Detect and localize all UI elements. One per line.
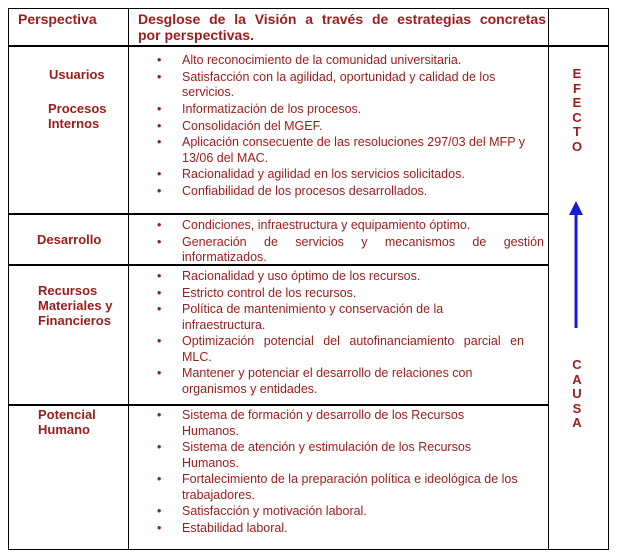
header-desglose-line1: Desglose de la Visión a través de estrategias concretas [138, 11, 546, 27]
bullet-icon: • [157, 183, 162, 198]
perspective-line: Recursos [38, 283, 98, 298]
bullet-icon: • [157, 285, 162, 300]
item-text: Aplicación consecuente de las resoluciones 297/03 del MFP y 13/06 del MAC. [182, 135, 526, 165]
bullet-icon: • [157, 167, 162, 181]
header-desglose [138, 11, 546, 43]
perspective-line: Materiales y [38, 298, 113, 313]
efecto-letter: O [571, 138, 583, 154]
list-item [140, 218, 544, 234]
item-text: Satisfacción con la agilidad, oportunidad y calidad de los servicios. [182, 69, 496, 99]
perspective-recursos [38, 283, 112, 328]
bullet-icon: • [157, 135, 162, 149]
perspective-line: Internos [48, 116, 100, 131]
item-text: Sistema de formación y desarrollo de los Recursos Humanos. [182, 408, 465, 438]
list-item [140, 119, 544, 135]
list-item [140, 521, 544, 537]
perspective-line: Humano [38, 422, 90, 437]
item-text: Consolidación del MGEF. [182, 118, 323, 133]
bullet-icon: • [157, 440, 162, 454]
causa-letter: C [572, 357, 582, 372]
perspective-line: Financieros [38, 313, 111, 328]
list-item [140, 472, 544, 503]
perspective-desarrollo [37, 232, 101, 247]
list-item [140, 366, 524, 397]
bullet-icon: • [157, 334, 162, 348]
item-text: Mantener y potenciar el desarrollo de relaciones con organismos y entidades. [182, 366, 473, 396]
list-item [140, 53, 518, 69]
causa-letter: S [572, 400, 582, 416]
items-procesos-internos [140, 102, 544, 200]
item-text: Condiciones, infraestructura y equipamiento óptimo. [182, 218, 471, 232]
item-text: Satisfacción y motivación laboral. [182, 504, 367, 518]
bullet-icon: • [157, 69, 162, 84]
bullet-icon: • [157, 472, 162, 486]
perspective-line: Procesos [48, 101, 107, 116]
item-text: Racionalidad y agilidad en los servicios solicitados. [182, 167, 465, 181]
item-text: Confiabilidad de los procesos desarrollados. [182, 183, 428, 198]
items-usuarios [140, 53, 518, 102]
item-text: Informatización de los procesos. [182, 102, 362, 116]
items-desarrollo [140, 218, 544, 267]
bullet-icon: • [157, 53, 162, 67]
item-text: Racionalidad y uso óptimo de los recursos. [182, 269, 421, 283]
efecto-letter: C [572, 109, 582, 125]
items-recursos [140, 269, 524, 398]
efecto-label [567, 67, 587, 154]
item-text: Generación de servicios y mecanismos de gestión informatizados. [182, 234, 544, 264]
perspective-line: Potencial [38, 407, 96, 422]
items-potencial-humano [140, 408, 544, 537]
efecto-letter: T [573, 124, 581, 139]
bullet-icon: • [157, 520, 162, 535]
perspective-procesos-internos [48, 101, 107, 131]
header-perspectiva: Perspectiva [18, 11, 97, 27]
bullet-icon: • [157, 102, 162, 116]
list-item [140, 70, 518, 101]
perspective-line: Desarrollo [37, 232, 102, 247]
list-item [140, 235, 544, 266]
item-text: Estabilidad laboral. [182, 520, 288, 535]
item-text: Política de mantenimiento y conservación de la infraestructura. [182, 302, 444, 332]
list-item [140, 102, 544, 118]
bullet-icon: • [157, 218, 162, 232]
arrow-head [569, 201, 583, 215]
list-item [140, 334, 524, 365]
perspective-potencial-humano [38, 407, 96, 437]
bullet-icon: • [157, 366, 162, 380]
item-text: Fortalecimiento de la preparación política e ideológica de los trabajadores. [182, 472, 518, 502]
list-item [140, 184, 544, 200]
causa-letter: A [572, 371, 582, 387]
list-item [140, 167, 544, 183]
causa-letter: U [572, 386, 582, 401]
item-text: Optimización potencial del autofinanciamiento parcial en MLC. [182, 334, 524, 364]
bullet-icon: • [157, 118, 162, 133]
item-text: Estricto control de los recursos. [182, 285, 357, 300]
bullet-icon: • [157, 408, 162, 422]
bullet-icon: • [157, 269, 162, 283]
perspective-line: Usuarios [49, 67, 105, 82]
bullet-icon: • [157, 504, 162, 518]
list-item [140, 269, 524, 285]
efecto-letter: E [572, 95, 582, 110]
list-item [140, 302, 524, 333]
header-desglose-line2: por perspectivas. [138, 27, 254, 43]
list-item [140, 440, 544, 471]
perspective-usuarios [49, 67, 105, 82]
item-text: Sistema de atención y estimulación de los Recursos Humanos. [182, 440, 472, 470]
item-text: Alto reconocimiento de la comunidad universitaria. [182, 53, 462, 67]
efecto-letter: F [573, 80, 581, 96]
bullet-icon: • [157, 302, 162, 316]
causa-label [567, 358, 587, 431]
list-item [140, 135, 544, 166]
list-item [140, 408, 544, 439]
efecto-letter: E [572, 66, 582, 81]
bullet-icon: • [157, 234, 162, 249]
causa-letter: A [572, 415, 582, 430]
list-item [140, 286, 524, 302]
list-item [140, 504, 544, 520]
